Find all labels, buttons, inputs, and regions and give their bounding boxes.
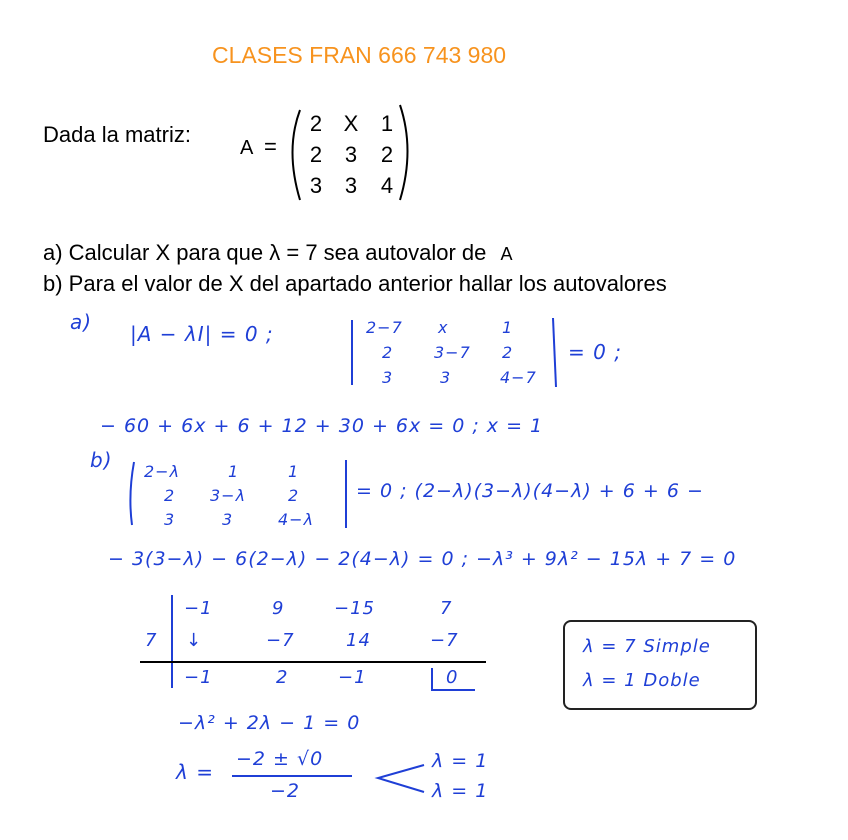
ruffini-cell: −7 xyxy=(266,630,295,651)
expansion-line: − 60 + 6x + 6 + 12 + 30 + 6x = 0 ; x = 1 xyxy=(100,415,544,437)
result-simple: λ = 7 Simple xyxy=(583,636,711,657)
det-a-equals-zero: = 0 ; xyxy=(568,340,622,364)
matrix-symbol: A xyxy=(240,137,254,159)
question-a-text-1: a) Calcular X para que xyxy=(43,240,264,265)
problem-intro: Dada la matriz: xyxy=(43,122,191,147)
det-cell: 3−7 xyxy=(434,343,471,362)
ruffini-cell: −1 xyxy=(184,598,213,619)
det-cell: 2−7 xyxy=(366,318,403,337)
root-2: λ = 1 xyxy=(432,780,489,802)
matrix-cell: 1 xyxy=(380,111,394,136)
part-b-label: b) xyxy=(90,448,113,472)
matrix-cell: 2 xyxy=(380,142,394,167)
matrix-cell: 3 xyxy=(344,142,358,167)
det-cell: 4−λ xyxy=(278,510,315,529)
det-cell: 2 xyxy=(502,343,514,362)
det-cell: 2 xyxy=(164,486,176,505)
lambda-symbol: λ xyxy=(269,240,281,265)
det-cell: 2 xyxy=(382,343,394,362)
ruffini-cell: 14 xyxy=(346,630,371,651)
formula-numerator: −2 ± √0 xyxy=(236,748,324,770)
ruffini-cell: 7 xyxy=(440,598,453,619)
formula-denominator: −2 xyxy=(270,780,301,802)
ruffini-cell: −1 xyxy=(184,667,213,688)
det-b-expansion: = 0 ; (2−λ)(3−λ)(4−λ) + 6 + 6 − xyxy=(356,480,704,502)
characteristic-polynomial: − 3(3−λ) − 6(2−λ) − 2(4−λ) = 0 ; −λ³ + 9λ² − 15λ + 7 = 0 xyxy=(108,548,737,570)
question-a-text-2: = 7 sea autovalor de xyxy=(286,240,487,265)
matrix-cell: 3 xyxy=(309,173,323,198)
root-1: λ = 1 xyxy=(432,750,489,772)
det-cell: 2−λ xyxy=(144,462,181,481)
matrix-symbol-ref: A xyxy=(500,244,513,264)
ruffini-cell: −15 xyxy=(334,598,375,619)
det-cell: 3 xyxy=(222,510,234,529)
ruffini-cell: 9 xyxy=(272,598,285,619)
det-cell: 1 xyxy=(288,462,300,481)
characteristic-equation: |A − λI| = 0 ; xyxy=(130,322,274,346)
question-b: b) Para el valor de X del apartado anterior hallar los autovalores xyxy=(43,271,667,296)
det-cell: x xyxy=(438,318,449,337)
matrix-cell: 4 xyxy=(380,173,394,198)
det-cell: 3 xyxy=(382,368,394,387)
ruffini-cell: ↓ xyxy=(186,630,203,651)
page-header-title: CLASES FRAN 666 743 980 xyxy=(212,42,507,68)
ruffini-root: 7 xyxy=(145,630,158,651)
ruffini-cell: −1 xyxy=(338,667,367,688)
det-cell: 1 xyxy=(228,462,240,481)
det-cell: 1 xyxy=(502,318,514,337)
ruffini-cell: 2 xyxy=(276,667,289,688)
det-cell: 3 xyxy=(440,368,452,387)
det-cell: 3 xyxy=(164,510,176,529)
det-cell: 4−7 xyxy=(500,368,537,387)
ruffini-cell: 0 xyxy=(446,667,459,688)
quadratic-equation: −λ² + 2λ − 1 = 0 xyxy=(178,712,361,734)
matrix-cell: 2 xyxy=(309,142,323,167)
result-double: λ = 1 Doble xyxy=(583,670,701,691)
matrix-cell: 3 xyxy=(344,173,358,198)
part-a-label: a) xyxy=(70,310,93,334)
ruffini-cell: −7 xyxy=(430,630,459,651)
det-cell: 3−λ xyxy=(210,486,247,505)
matrix-equals: = xyxy=(264,134,277,159)
det-cell: 2 xyxy=(288,486,300,505)
matrix-cell: X xyxy=(343,111,359,136)
matrix-cell: 2 xyxy=(309,111,323,136)
formula-lhs: λ = xyxy=(176,760,214,784)
